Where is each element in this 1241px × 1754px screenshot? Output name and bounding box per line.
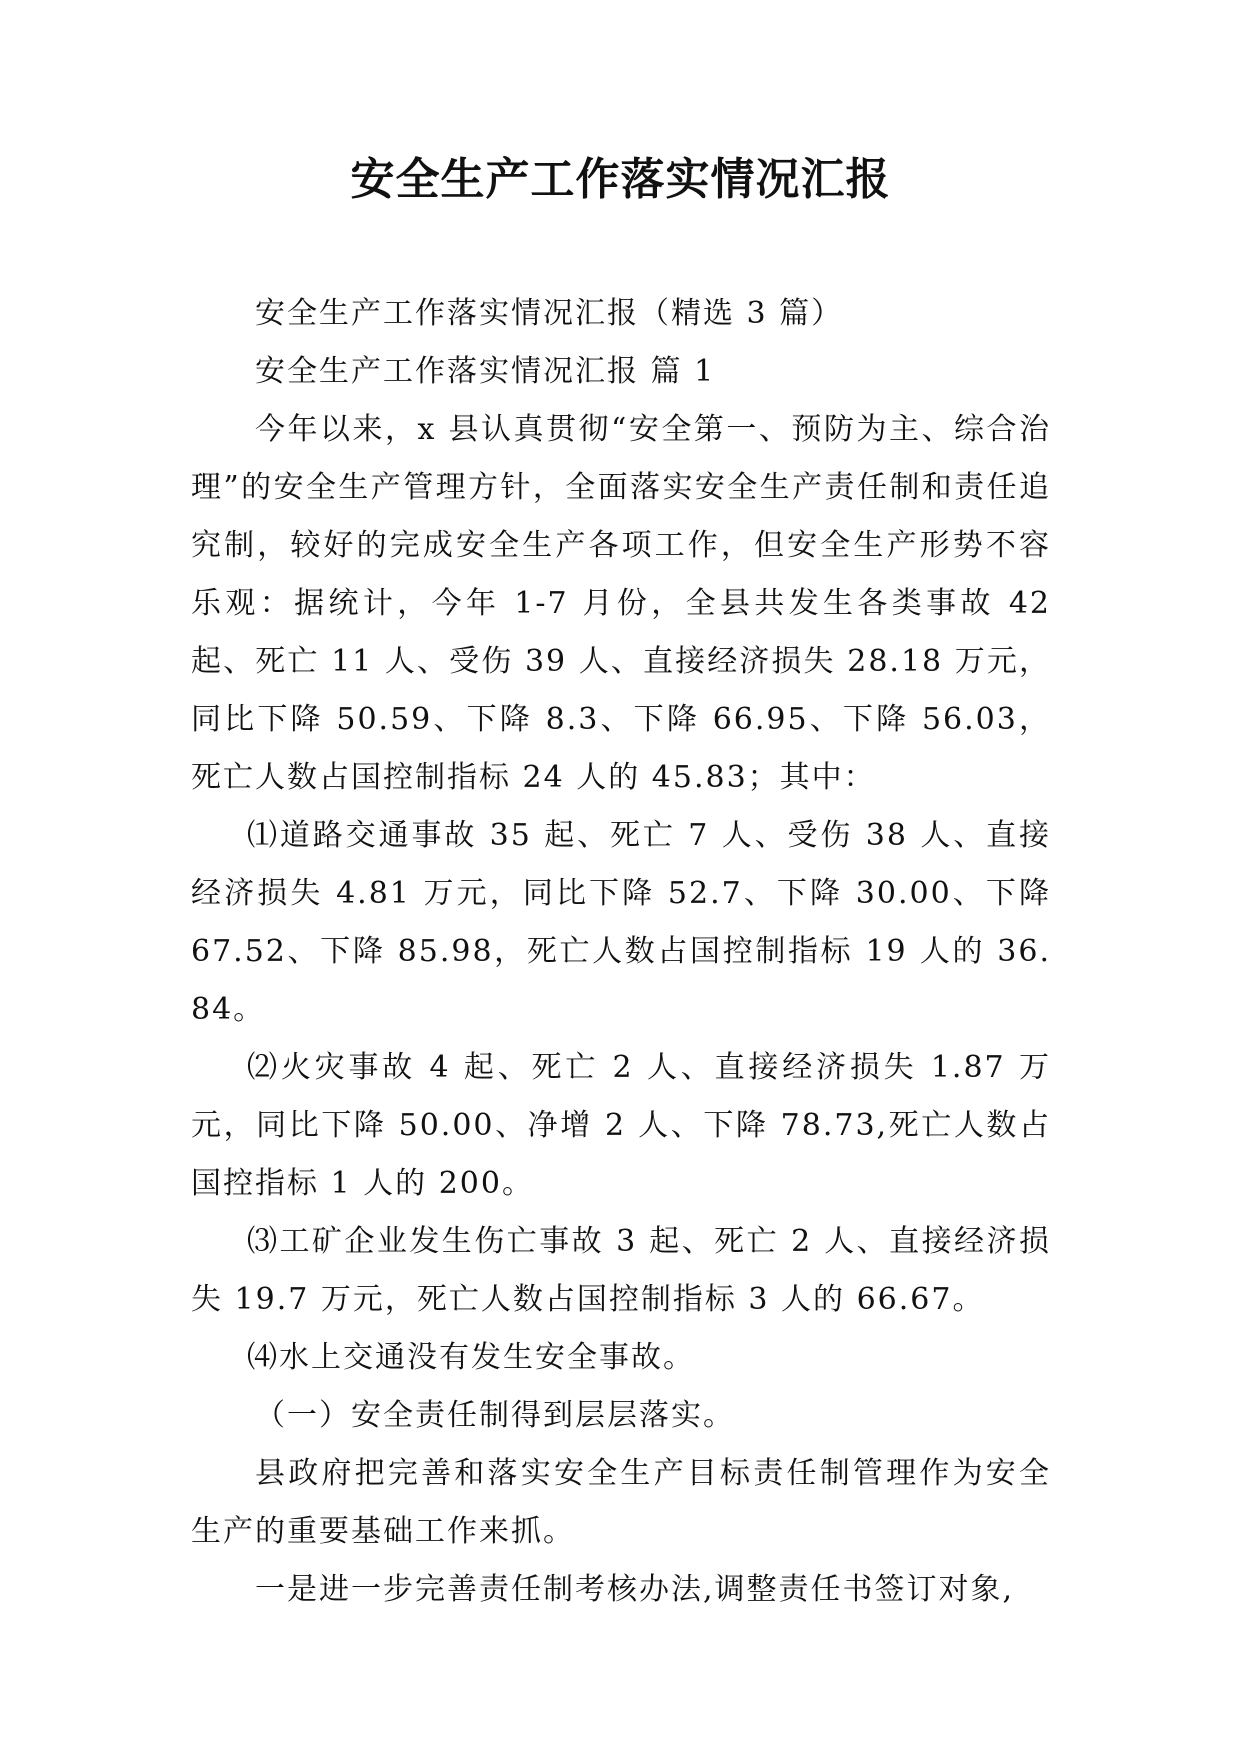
- list-item-fire: ⑵火灾事故 4 起、死亡 2 人、直接经济损失 1.87 万元，同比下降 50.00、净增 2 人、下降 78.73,死亡人数占国控指标 1 人的 200。: [191, 1050, 1051, 1201]
- section-heading: 安全生产工作落实情况汇报 篇 1: [255, 354, 716, 389]
- body-paragraph: 县政府把完善和落实安全生产目标责任制管理作为安全生产的重要基础工作来抓。: [191, 1456, 1051, 1549]
- document-title: 安全生产工作落实情况汇报: [350, 154, 891, 205]
- list-item-road-traffic: ⑴道路交通事故 35 起、死亡 7 人、受伤 38 人、直接经济损失 4.81 万元，同比下降 52.7、下降 30.00、下降 67.52、下降 85.98，死亡人数占国控制指标 19 人的 36.84。: [191, 818, 1051, 1027]
- subtitle-paragraph: 安全生产工作落实情况汇报（精选 3 篇）: [255, 296, 844, 331]
- document-body: [191, 285, 1051, 1619]
- list-item-industrial: ⑶工矿企业发生伤亡事故 3 起、死亡 2 人、直接经济损失 19.7 万元，死亡人数占国控制指标 3 人的 66.67。: [191, 1224, 1051, 1317]
- list-item-water-traffic: ⑷水上交通没有发生安全事故。: [247, 1340, 695, 1375]
- subsection-heading: （一）安全责任制得到层层落实。: [255, 1398, 735, 1433]
- summary-paragraph: 今年以来，x 县认真贯彻“安全第一、预防为主、综合治理”的安全生产管理方针，全面落实安全生产责任制和责任追究制，较好的完成安全生产各项工作，但安全生产形势不容乐观：据统计，今年 1-7 月份，全县共发生各类事故 42 起、死亡 11 人、受伤 39 人、直接经济损失 28.18 万元，同比下降 50.59、下降 8.3、下降 66.95、下降 56.03，死亡人数占国控制指标 24 人的 45.83；其中：: [191, 412, 1051, 795]
- body-paragraph: 一是进一步完善责任制考核办法,调整责任书签订对象,: [255, 1572, 1015, 1607]
